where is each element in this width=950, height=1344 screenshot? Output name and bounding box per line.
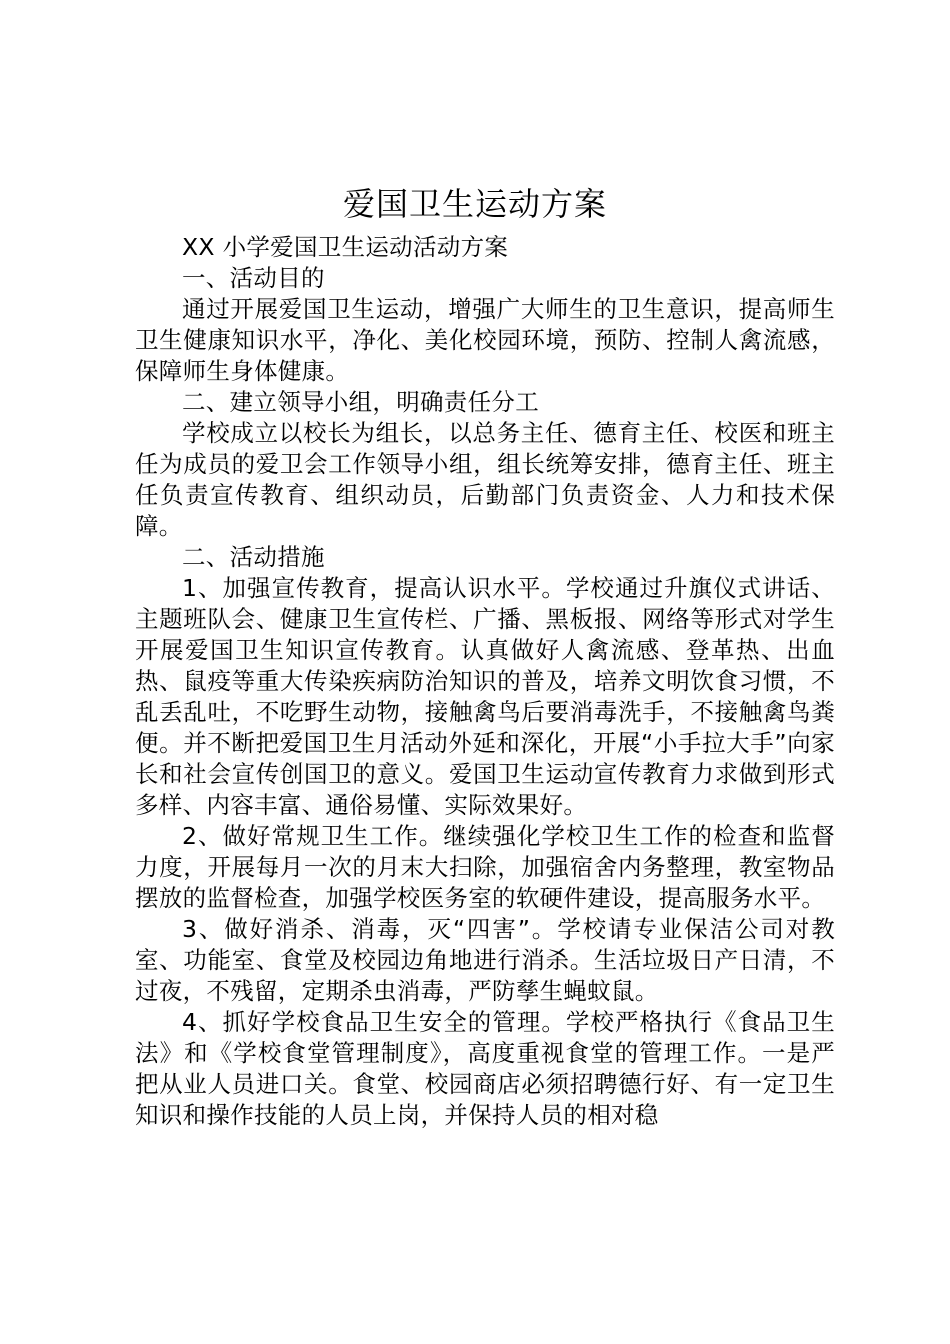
paragraph-measure-3: 3、做好消杀、消毒，灭“四害”。学校请专业保洁公司对教室、功能室、食堂及校园边角地进行消杀。生活垃圾日产日清，不过夜，不残留，定期杀虫消毒，严防孳生蝇蚊鼠。	[135, 915, 835, 1005]
document-body	[135, 232, 835, 1131]
document-title: 爱国卫生运动方案	[342, 185, 607, 223]
paragraph-subtitle: XX 小学爱国卫生运动活动方案	[182, 233, 509, 261]
paragraph-measure-2: 2、做好常规卫生工作。继续强化学校卫生工作的检查和监督力度，开展每月一次的月末大扫除，加强宿舍内务整理，教室物品摆放的监督检查，加强学校医务室的软硬件建设，提高服务水平。	[135, 822, 835, 912]
paragraph-measure-4: 4、抓好学校食品卫生安全的管理。学校严格执行《食品卫生法》和《学校食堂管理制度》，高度重视食堂的管理工作。一是严把从业人员进口关。食堂、校园商店必须招聘德行好、有一定卫生知识和操作技能的人员上岗，并保持人员的相对稳	[135, 1008, 835, 1129]
section-heading-leadership: 二、建立领导小组，明确责任分工	[182, 388, 539, 416]
paragraph-purpose: 通过开展爱国卫生运动，增强广大师生的卫生意识，提高师生卫生健康知识水平，净化、美化校园环境，预防、控制人禽流感，保障师生身体健康。	[135, 295, 835, 385]
paragraph-leadership: 学校成立以校长为组长，以总务主任、德育主任、校医和班主任为成员的爱卫会工作领导小组，组长统筹安排，德育主任、班主任负责宣传教育、组织动员，后勤部门负责资金、人力和技术保障。	[135, 419, 835, 540]
paragraph-measure-1: 1、加强宣传教育，提高认识水平。学校通过升旗仪式讲话、主题班队会、健康卫生宣传栏、广播、黑板报、网络等形式对学生开展爱国卫生知识宣传教育。认真做好人禽流感、登革热、出血热、鼠疫等重大传染疾病防治知识的普及，培养文明饮食习惯，不乱丢乱吐，不吃野生动物，接触禽鸟后要消毒洗手，不接触禽鸟粪便。并不断把爱国卫生月活动外延和深化，开展“小手拉大手”向家长和社会宣传创国卫的意义。爱国卫生运动宣传教育力求做到形式多样、内容丰富、通俗易懂、实际效果好。	[135, 574, 835, 819]
section-heading-purpose: 一、活动目的	[182, 264, 325, 292]
section-heading-measures: 二、活动措施	[182, 543, 325, 571]
